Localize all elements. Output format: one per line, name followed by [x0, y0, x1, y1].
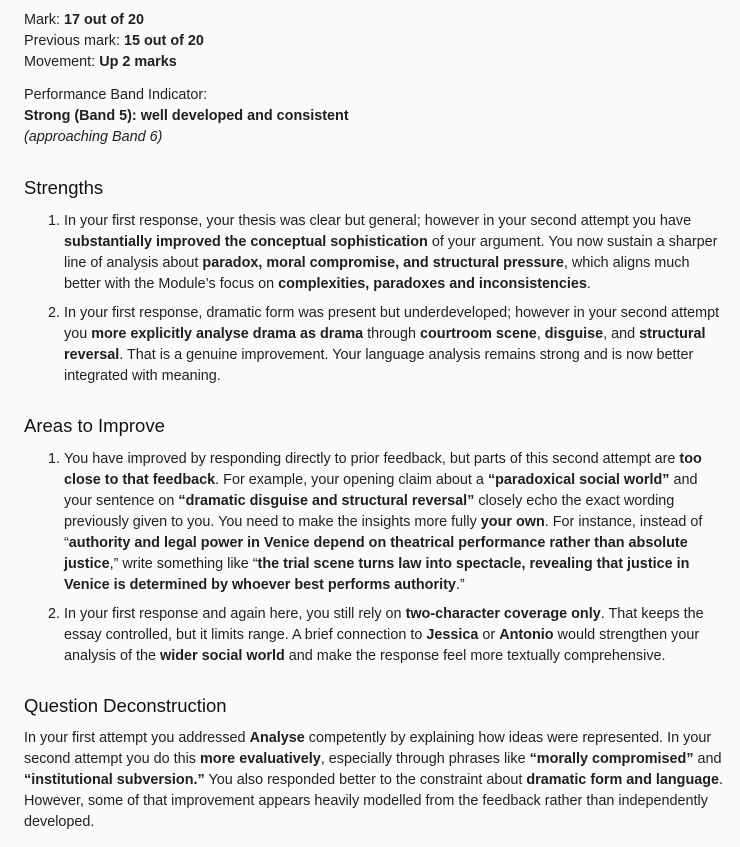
- emphasis-text: the trial scene turns law into spectacle, revealing that justice in Venice is determined by whoever best performs authority: [64, 556, 690, 593]
- emphasis-text: “dramatic disguise and structural reversal”: [178, 493, 475, 509]
- emphasis-text: dramatic form and language: [526, 772, 720, 788]
- mark-value: 17 out of 20: [63, 12, 144, 28]
- body-text: In your first response, dramatic form was present but underdeveloped; however in your second attempt you: [64, 305, 720, 342]
- emphasis-text: “paradoxical social world”: [487, 472, 670, 488]
- body-text: . However, some of that improvement appears heavily modelled from the feedback rather than independently developed.: [24, 772, 724, 830]
- body-text: competently by explaining how ideas were represented. In your second attempt you do this: [24, 730, 712, 767]
- body-text: would strengthen your analysis of the: [64, 627, 700, 664]
- strengths-heading: Strengths: [24, 177, 104, 198]
- body-text: and: [693, 751, 722, 767]
- mark-line: [24, 10, 724, 31]
- areas-to-improve-list: [24, 449, 724, 667]
- emphasis-text: two-character coverage only: [405, 606, 601, 622]
- emphasis-text: your own: [480, 514, 545, 530]
- body-text: , and: [603, 326, 640, 342]
- emphasis-text: more evaluatively: [200, 751, 321, 767]
- list-item: [64, 303, 724, 387]
- emphasis-text: Jessica: [426, 627, 479, 643]
- emphasis-text: structural reversal: [64, 326, 706, 363]
- emphasis-text: courtroom scene: [419, 326, 537, 342]
- body-text: closely echo the exact wording previously given to you. You need to make the insights more fully: [64, 493, 675, 530]
- body-text: , which aligns much better with the Module’s focus on: [64, 255, 690, 292]
- body-text: In your first response and again here, you still rely on: [64, 606, 406, 622]
- band-note: (approaching Band 6): [24, 129, 163, 145]
- body-text: . For instance, instead of “: [64, 514, 703, 551]
- body-text: ,” write something like “: [109, 556, 258, 572]
- body-text: or: [478, 627, 500, 643]
- emphasis-text: more explicitly analyse drama as drama: [91, 326, 364, 342]
- movement-value: Up 2 marks: [99, 54, 177, 70]
- emphasis-text: too close to that feedback: [64, 451, 702, 488]
- list-item: [64, 604, 724, 667]
- body-text: .: [586, 276, 591, 292]
- strengths-list: [24, 211, 724, 387]
- question-deconstruction-heading: Question Deconstruction: [24, 695, 227, 716]
- movement-label: Movement:: [24, 54, 96, 70]
- band-value: Strong (Band 5): well developed and consistent: [24, 108, 349, 124]
- emphasis-text: paradox, moral compromise, and structural pressure: [202, 255, 564, 271]
- list-item: [64, 449, 724, 596]
- body-text: ,: [536, 326, 545, 342]
- emphasis-text: disguise: [544, 326, 604, 342]
- previous-mark-label: Previous mark:: [24, 33, 120, 49]
- areas-to-improve-heading: Areas to Improve: [24, 415, 165, 436]
- body-text: and make the response feel more textually comprehensive.: [284, 648, 666, 664]
- emphasis-text: “morally compromised”: [529, 751, 694, 767]
- band-label: Performance Band Indicator:: [24, 87, 208, 103]
- body-text: You also responded better to the constraint about: [204, 772, 527, 788]
- body-text: In your first response, your thesis was clear but general; however in your second attempt you have: [64, 213, 692, 229]
- body-text: and your sentence on: [64, 472, 698, 509]
- emphasis-text: Analyse: [249, 730, 305, 746]
- emphasis-text: substantially improved the conceptual sophistication: [64, 234, 428, 250]
- emphasis-text: authority and legal power in Venice depend on theatrical performance rather than absolute justice: [64, 535, 688, 572]
- body-text: . That keeps the essay controlled, but it limits range. A brief connection to: [64, 606, 704, 643]
- emphasis-text: “institutional subversion.”: [24, 772, 205, 788]
- emphasis-text: wider social world: [160, 648, 285, 664]
- body-text: . For example, your opening claim about a: [215, 472, 488, 488]
- list-item: [64, 211, 724, 295]
- body-text: In your first attempt you addressed: [24, 730, 250, 746]
- body-text: . That is a genuine improvement. Your language analysis remains strong and is now better integrated with meaning.: [64, 347, 694, 384]
- performance-band: [24, 85, 724, 148]
- body-text: You have improved by responding directly to prior feedback, but parts of this second attempt are: [64, 451, 680, 467]
- previous-mark-line: [24, 31, 724, 52]
- body-text: through: [363, 326, 420, 342]
- body-text: , especially through phrases like: [320, 751, 530, 767]
- question-deconstruction-paragraph: [24, 728, 724, 833]
- emphasis-text: complexities, paradoxes and inconsistencies: [278, 276, 587, 292]
- mark-label: Mark:: [24, 12, 60, 28]
- emphasis-text: Antonio: [499, 627, 554, 643]
- movement-line: [24, 52, 724, 73]
- body-text: of your argument. You now sustain a sharper line of analysis about: [64, 234, 718, 271]
- previous-mark-value: 15 out of 20: [123, 33, 204, 49]
- body-text: .”: [455, 577, 465, 593]
